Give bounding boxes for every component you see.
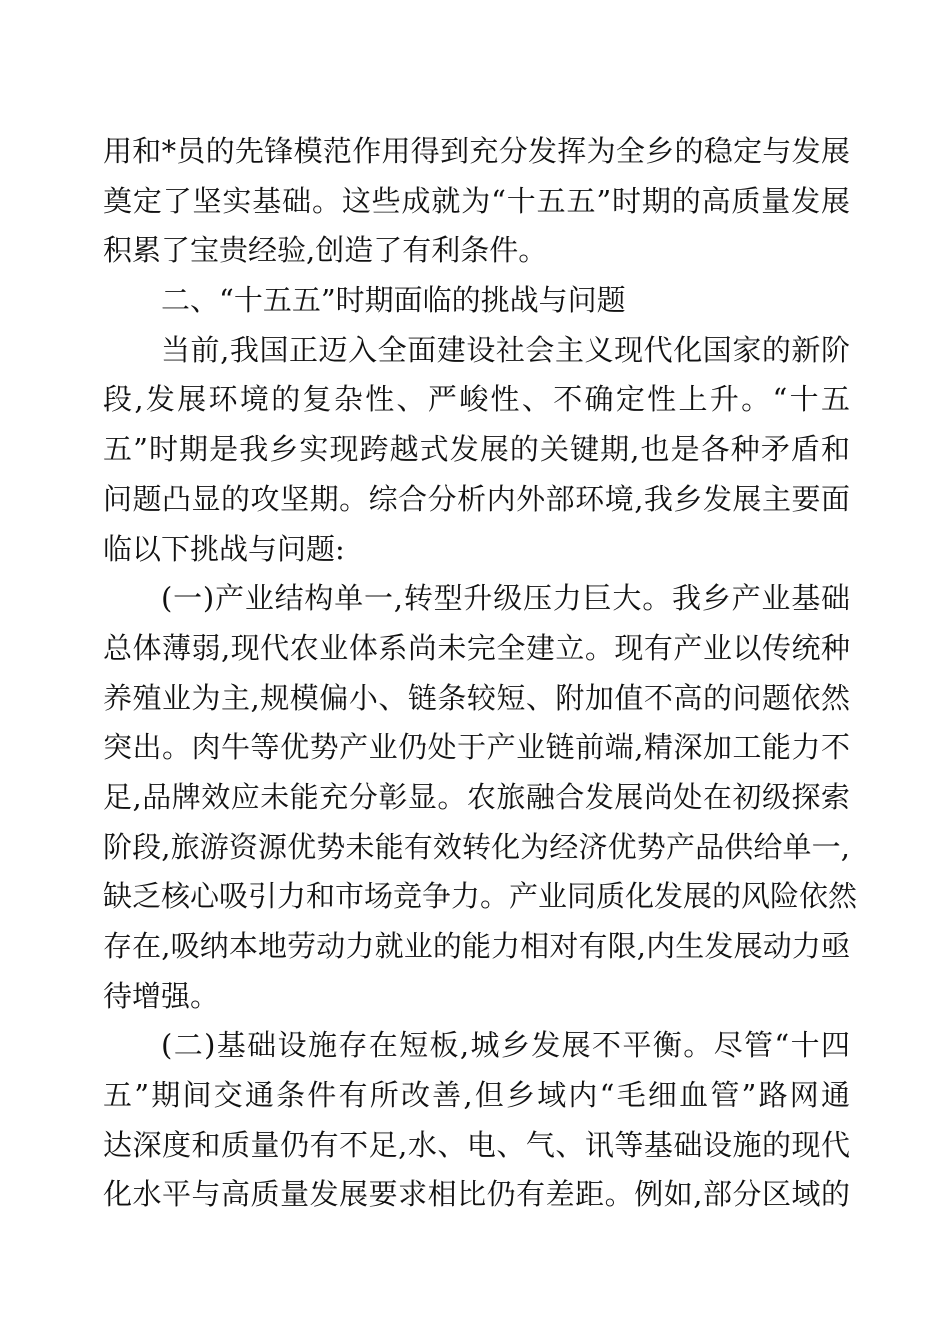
text-line: 达深度和质量仍有不足,水、电、气、讯等基础设施的现代 [103,1127,850,1162]
text-line: 五”期间交通条件有所改善,但乡域内“毛细血管”路网通 [103,1078,850,1113]
text-line: 缺乏核心吸引力和市场竞争力。产业同质化发展的风险依然 [103,879,858,914]
text-line: 问题凸显的攻坚期。综合分析内外部环境,我乡发展主要面 [103,481,850,516]
text-line: (一)产业结构单一,转型升级压力巨大。我乡产业基础 [161,581,850,616]
text-line: 待增强。 [103,978,220,1013]
text-line: 段,发展环境的复杂性、严峻性、不确定性上升。“十五 [103,382,850,417]
text-line: 二、“十五五”时期面临的挑战与问题 [161,283,626,318]
text-line: 足,品牌效应未能充分彰显。农旅融合发展尚处在初级探索 [103,779,850,814]
text-line: 用和*员的先锋模范作用得到充分发挥为全乡的稳定与发展 [103,134,850,168]
text-line: 当前,我国正迈入全面建设社会主义现代化国家的新阶 [161,332,850,367]
text-line: 阶段,旅游资源优势未能有效转化为经济优势产品供给单一, [103,829,850,864]
text-line: 积累了宝贵经验,创造了有利条件。 [103,233,548,268]
text-line: 养殖业为主,规模偏小、链条较短、附加值不高的问题依然 [103,680,850,715]
text-line: 五”时期是我乡实现跨越式发展的关键期,也是各种矛盾和 [103,432,850,467]
text-line: 临以下挑战与问题: [103,531,345,566]
text-line: (二)基础设施存在短板,城乡发展不平衡。尽管“十四 [161,1028,850,1063]
document-body [103,127,858,1220]
text-line: 总体薄弱,现代农业体系尚未完全建立。现有产业以传统种 [103,630,850,665]
text-line: 突出。肉牛等优势产业仍处于产业链前端,精深加工能力不 [103,730,850,765]
text-line: 奠定了坚实基础。这些成就为“十五五”时期的高质量发展 [103,183,850,218]
text-line: 存在,吸纳本地劳动力就业的能力相对有限,内生发展动力亟 [103,929,850,963]
text-line: 化水平与高质量发展要求相比仍有差距。例如,部分区域的 [103,1177,850,1212]
